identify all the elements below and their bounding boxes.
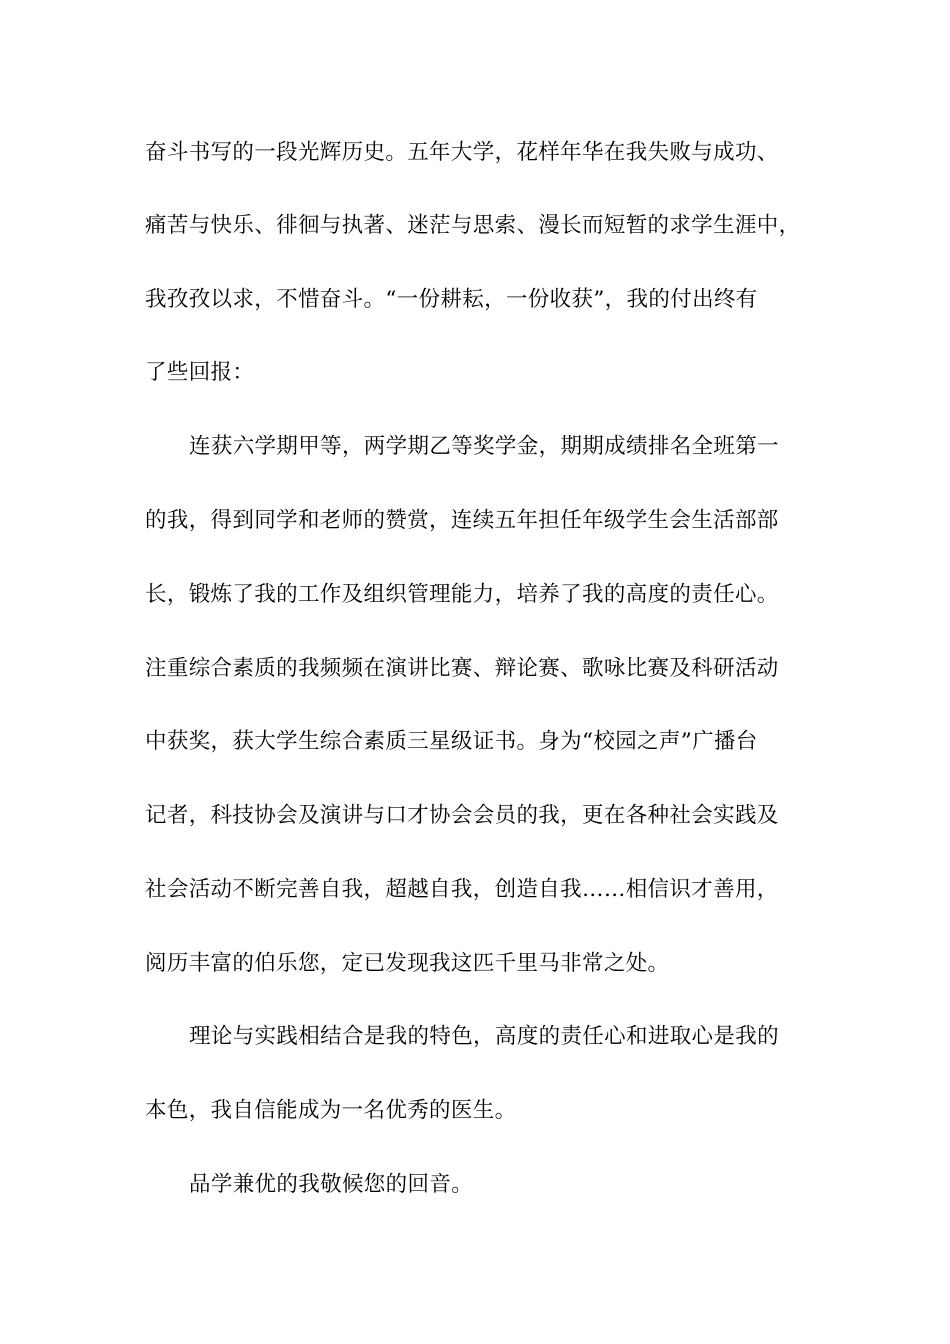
text-line-10: 记者，科技协会及演讲与口才协会会员的我，更在各种社会实践及	[145, 803, 779, 828]
text-line-11: 社会活动不断完善自我，超越自我，创造自我……相信识才善用，	[145, 877, 779, 902]
text-line-3: 我孜孜以求，不惜奋斗。“一份耕耘，一份收获”，我的付出终有	[145, 287, 758, 312]
text-line-2: 痛苦与快乐、徘徊与执著、迷茫与思索、漫长而短暂的求学生涯中，	[145, 213, 801, 238]
text-line-7: 长，锻炼了我的工作及组织管理能力，培养了我的高度的责任心。	[145, 582, 779, 607]
text-line-6: 的我，得到同学和老师的赞赏，连续五年担任年级学生会生活部部	[145, 508, 779, 533]
text-line-13: 理论与实践相结合是我的特色，高度的责任心和进取心是我的	[189, 1024, 779, 1049]
text-line-15: 品学兼优的我敬候您的回音。	[189, 1172, 474, 1197]
text-line-12: 阅历丰富的伯乐您，定已发现我这匹千里马非常之处。	[145, 951, 670, 976]
text-line-9: 中获奖，获大学生综合素质三星级证书。身为“校园之声”广播台	[145, 729, 758, 754]
text-line-5: 连获六学期甲等，两学期乙等奖学金，期期成绩排名全班第一	[189, 434, 779, 459]
text-line-8: 注重综合素质的我频频在演讲比赛、辩论赛、歌咏比赛及科研活动	[145, 656, 779, 681]
text-line-4: 了些回报：	[145, 360, 255, 385]
text-line-1: 奋斗书写的一段光辉历史。五年大学，花样年华在我失败与成功、	[145, 140, 779, 165]
text-line-14: 本色，我自信能成为一名优秀的医生。	[145, 1098, 517, 1123]
